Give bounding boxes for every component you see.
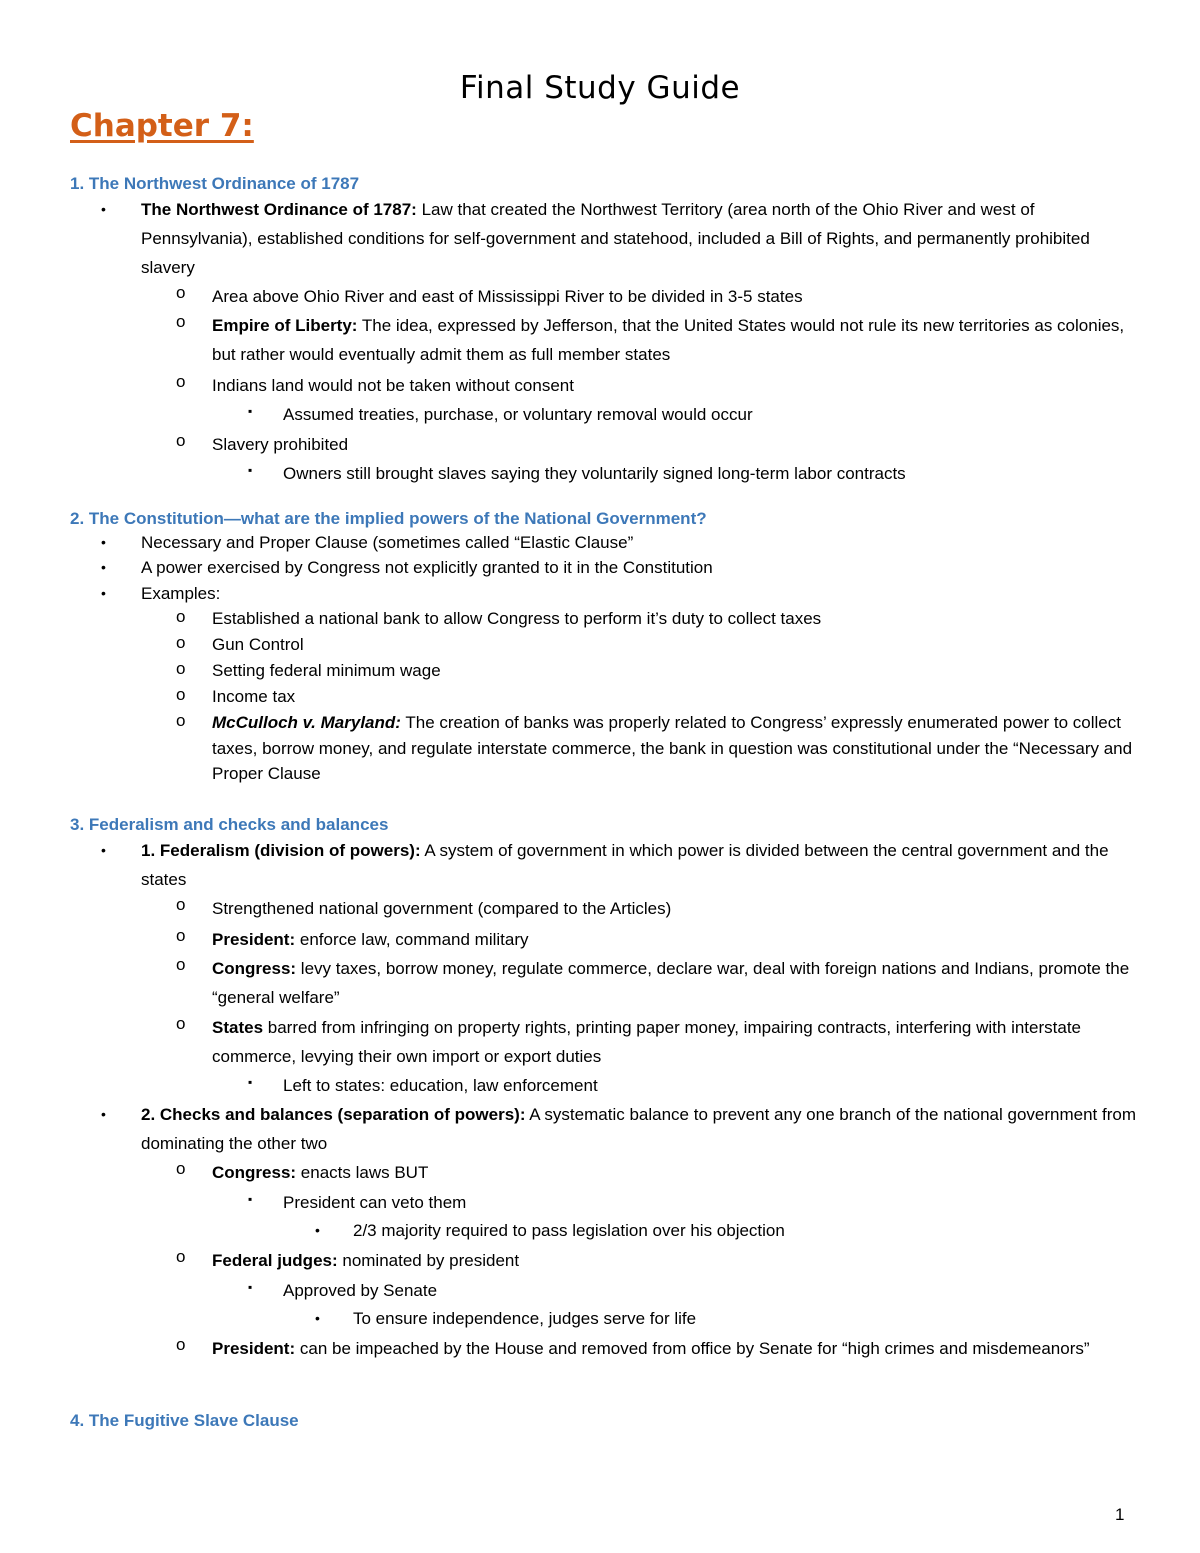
list-item: Strengthened national government (compared to the Articles) — [212, 899, 672, 918]
definition: The creation of banks was properly related to Congress’ expressly enumerated power to collect taxes, borrow money, and regulate interstate commerce, the bank in question was constitutional under the “Necessary and Proper Clause — [212, 713, 1133, 783]
circle-bullet: o — [176, 607, 186, 626]
document-title: Final Study Guide — [459, 70, 741, 106]
term: Empire of Liberty: — [212, 316, 358, 335]
square-bullet: ▪ — [248, 1192, 253, 1206]
list-item — [212, 1246, 1142, 1275]
circle-bullet: o — [176, 659, 186, 678]
definition: nominated by president — [337, 1251, 520, 1270]
list-item: Slavery prohibited — [212, 435, 349, 454]
list-item — [212, 925, 1142, 954]
circle-bullet: o — [176, 1159, 186, 1178]
term: States — [212, 1018, 264, 1037]
circle-bullet: o — [176, 372, 186, 391]
list-item: Area above Ohio River and east of Mississippi River to be divided in 3-5 states — [212, 287, 803, 306]
disc-bullet: • — [101, 201, 106, 217]
list-item: 2/3 majority required to pass legislation over his objection — [353, 1221, 785, 1240]
definition: A system of government in which power is divided between the central government and the states — [141, 841, 1109, 889]
list-item: To ensure independence, judges serve for life — [353, 1309, 697, 1328]
circle-bullet: o — [176, 1247, 186, 1266]
list-item — [212, 710, 1142, 787]
list-item: President can veto them — [283, 1193, 467, 1212]
circle-bullet: o — [176, 895, 186, 914]
term: Congress: — [212, 959, 297, 978]
list-item: Approved by Senate — [283, 1281, 438, 1300]
chapter-heading: Chapter 7: — [70, 108, 254, 144]
list-item — [141, 836, 1141, 894]
list-item: Established a national bank to allow Congress to perform it’s duty to collect taxes — [212, 609, 822, 628]
section-heading-2: 2. The Constitution—what are the implied powers of the National Government? — [70, 509, 707, 528]
circle-bullet: o — [176, 1335, 186, 1354]
square-bullet: ▪ — [248, 463, 253, 477]
disc-bullet: • — [101, 842, 106, 858]
term: Congress: — [212, 1163, 297, 1182]
square-bullet: ▪ — [248, 1280, 253, 1294]
definition: Law that created the Northwest Territory (area north of the Ohio River and west of Pennsylvania), established conditions for self-government and statehood, included a Bill of Rights, and permanently prohibited slavery — [141, 200, 1090, 277]
circle-bullet: o — [176, 1014, 186, 1033]
square-bullet: ▪ — [248, 404, 253, 418]
definition: enforce law, command military — [295, 930, 529, 949]
list-item: A power exercised by Congress not explicitly granted to it in the Constitution — [141, 558, 713, 577]
list-item — [212, 954, 1142, 1012]
circle-bullet: o — [176, 926, 186, 945]
circle-bullet: o — [176, 685, 186, 704]
list-item: Necessary and Proper Clause (sometimes called “Elastic Clause” — [141, 533, 634, 552]
square-bullet: ▪ — [248, 1075, 253, 1089]
circle-bullet: o — [176, 633, 186, 652]
definition: enacts laws BUT — [296, 1163, 429, 1182]
list-item — [212, 311, 1142, 369]
definition: The idea, expressed by Jefferson, that the United States would not rule its new territories as colonies, but rather would eventually admit them as full member states — [212, 316, 1125, 364]
disc-bullet: • — [315, 1310, 320, 1326]
list-item: Owners still brought slaves saying they voluntarily signed long-term labor contracts — [283, 464, 906, 483]
definition: levy taxes, borrow money, regulate commerce, declare war, deal with foreign nations and Indians, promote the “general welfare” — [212, 959, 1130, 1007]
list-item: Left to states: education, law enforcement — [283, 1076, 598, 1095]
term: The Northwest Ordinance of 1787: — [141, 200, 417, 219]
circle-bullet: o — [176, 955, 186, 974]
disc-bullet: • — [101, 1106, 106, 1122]
definition: barred from infringing on property rights, printing paper money, impairing contracts, interfering with interstate commerce, levying their own import or export duties — [212, 1018, 1081, 1066]
disc-bullet: • — [101, 534, 106, 550]
circle-bullet: o — [176, 711, 186, 730]
list-item — [212, 1158, 1142, 1187]
list-item: Assumed treaties, purchase, or voluntary removal would occur — [283, 405, 753, 424]
term: President: — [212, 930, 296, 949]
term: McCulloch v. Maryland: — [212, 713, 401, 732]
term: 2. Checks and balances (separation of powers): — [141, 1105, 526, 1124]
list-item — [212, 1013, 1142, 1071]
disc-bullet: • — [315, 1222, 320, 1238]
list-item: Income tax — [212, 687, 296, 706]
list-item: Indians land would not be taken without consent — [212, 376, 574, 395]
section-heading-4: 4. The Fugitive Slave Clause — [70, 1411, 299, 1430]
list-item — [141, 195, 1141, 282]
term: Federal judges: — [212, 1251, 338, 1270]
list-item: Examples: — [141, 584, 221, 603]
list-item: Setting federal minimum wage — [212, 661, 441, 680]
disc-bullet: • — [101, 559, 106, 575]
disc-bullet: • — [101, 585, 106, 601]
circle-bullet: o — [176, 312, 186, 331]
list-item — [141, 1100, 1141, 1158]
definition: A systematic balance to prevent any one branch of the national government from dominating the other two — [141, 1105, 1136, 1153]
term: 1. Federalism (division of powers): — [141, 841, 421, 860]
list-item — [212, 1334, 1142, 1363]
section-heading-1: 1. The Northwest Ordinance of 1787 — [70, 174, 360, 193]
definition: can be impeached by the House and removed from office by Senate for “high crimes and misdemeanors” — [295, 1339, 1090, 1358]
list-item: Gun Control — [212, 635, 304, 654]
circle-bullet: o — [176, 431, 186, 450]
circle-bullet: o — [176, 283, 186, 302]
page-number: 1 — [1115, 1505, 1125, 1524]
term: President: — [212, 1339, 296, 1358]
section-heading-3: 3. Federalism and checks and balances — [70, 815, 389, 834]
